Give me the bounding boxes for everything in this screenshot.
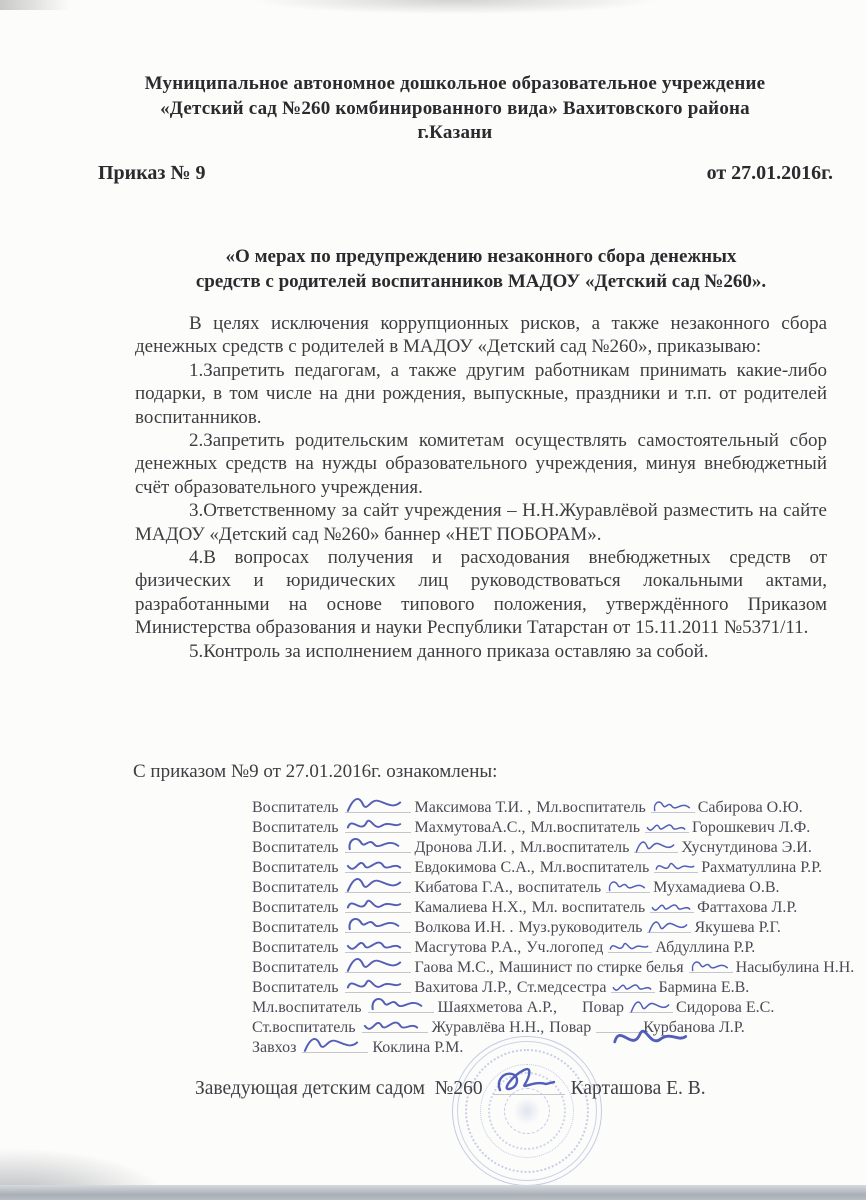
right-signature-line <box>651 800 695 813</box>
right-name: Горошкевич Л.Ф. <box>691 819 811 836</box>
right-role: Мл.воспитатель <box>539 859 650 876</box>
right-name: Насыбулина Н.Н. <box>735 959 855 976</box>
left-name: Журавлёва Н.Н., <box>431 1019 545 1036</box>
right-name: Мухамадиева О.В. <box>653 879 780 896</box>
paragraph-preamble: В целях исключения коррупционных рисков, а также незаконного сбора денежных средств с родителей в МАДОУ «Детский сад №260», приказываю: <box>135 313 827 358</box>
signature-row <box>252 998 862 1018</box>
left-signature-line <box>302 1040 368 1053</box>
left-name: МахмутоваА.С., <box>414 819 526 836</box>
order-date: от 27.01.2016г. <box>706 162 833 184</box>
left-role: Воспитатель <box>252 939 339 956</box>
left-signature-line <box>345 820 411 833</box>
left-role: Воспитатель <box>252 839 339 856</box>
left-role: Воспитатель <box>252 879 339 896</box>
director-title: Заведующая детским садом №260 <box>195 1078 483 1099</box>
left-role: Воспитатель <box>252 959 339 976</box>
right-signature-line <box>654 860 698 873</box>
right-role: Уч.логопед <box>526 939 604 956</box>
left-name: Волкова И.Н. . <box>414 919 514 936</box>
left-name: Камалиева Н.Х., <box>414 899 527 916</box>
right-name: Фаттахова Л.Р. <box>697 899 798 916</box>
left-signature-line <box>345 800 411 813</box>
right-name: Сабирова О.Ю. <box>697 799 803 816</box>
right-role: Мл.воспитатель <box>519 839 630 856</box>
left-signature-line <box>345 860 411 873</box>
left-name: Евдокимова С.А., <box>414 859 535 876</box>
left-name: Коклина Р.М. <box>372 1039 464 1056</box>
paragraph-item-3: 3.Ответственному за сайт учреждения – Н.Н.Журавлёвой разместить на сайте МАДОУ «Детский сад №260» баннер «НЕТ ПОБОРАМ». <box>135 500 827 545</box>
right-signature-line <box>634 840 678 853</box>
left-name: Гаова М.С., <box>414 959 494 976</box>
right-role: Ст.медсестра <box>516 979 607 996</box>
right-role: Муз.руководитель <box>518 919 643 936</box>
right-role: Мл. воспитатель <box>531 899 646 916</box>
right-role: Мл.воспитатель <box>536 799 646 816</box>
signature-row <box>252 958 862 978</box>
left-role: Воспитатель <box>252 979 339 996</box>
signature-row <box>252 898 862 918</box>
left-signature-line <box>345 880 411 893</box>
paragraph-item-1: 1.Запретить педагогам, а также другим работникам принимать какие-либо подарки, в том числе на дни рождения, выпускные, праздники и т.п. от родителей воспитанников. <box>135 359 827 428</box>
left-role: Воспитатель <box>252 799 339 816</box>
scan-artifact-corner <box>0 0 70 10</box>
right-signature-line <box>608 940 652 953</box>
right-role: Повар <box>549 1019 592 1036</box>
director-name: Карташова Е. В. <box>570 1078 706 1099</box>
left-signature-line <box>345 900 411 913</box>
right-signature-line <box>611 980 655 993</box>
left-role: Ст.воспитатель <box>252 1019 356 1036</box>
document-title-line1: «О мерах по предупреждению незаконного сбора денежных <box>225 246 737 267</box>
right-name: Хуснутдинова Э.И. <box>681 839 812 856</box>
order-number: Приказ № 9 <box>98 162 206 184</box>
left-signature-line <box>345 920 411 933</box>
right-signature-line <box>629 1000 673 1013</box>
left-role: Воспитатель <box>252 859 339 876</box>
org-header-line3: г.Казани <box>417 122 493 143</box>
signature-row <box>252 978 862 998</box>
left-name: Масгутова Р.А., <box>414 939 522 956</box>
acknowledgment-line: С приказом №9 от 27.01.2016г. ознакомлены: <box>133 761 498 782</box>
right-signature-line <box>650 900 694 913</box>
left-role: Воспитатель <box>252 899 339 916</box>
signature-row <box>252 918 862 938</box>
left-role: Мл.воспитатель <box>252 999 362 1016</box>
signature-list <box>252 798 862 1058</box>
left-signature-line <box>345 980 411 993</box>
signature-row <box>252 818 862 838</box>
left-signature-line <box>345 840 411 853</box>
left-role: Воспитатель <box>252 919 339 936</box>
org-header <box>60 72 850 146</box>
signature-row <box>252 1038 862 1058</box>
paragraph-item-5: 5.Контроль за исполнением данного приказа оставляю за собой. <box>189 640 709 662</box>
left-name: Дронова Л.И. , <box>414 839 515 856</box>
order-body <box>135 312 827 663</box>
director-signature-line <box>493 1082 565 1095</box>
stamp-center <box>514 1098 540 1124</box>
right-name: Сидорова Е.С. <box>676 999 775 1016</box>
left-role: Завхоз <box>252 1039 297 1056</box>
scan-artifact-top <box>255 0 655 14</box>
right-signature-line <box>645 820 689 833</box>
left-role: Воспитатель <box>252 819 339 836</box>
signature-row <box>252 938 862 958</box>
paragraph-item-4: 4.В вопросах получения и расходования внебюджетных средств от физических и юридических лиц руководствоваться локальными актами, разработанными на основе типового положения, утверждённого Приказом Министерства образования и науки Республики Татарстан от 15.11.2011 №5371/11. <box>135 547 827 639</box>
left-signature-line <box>345 960 411 973</box>
right-name: Якушева Р.Г. <box>694 919 781 936</box>
right-signature-line <box>647 920 691 933</box>
right-role: Машинист по стирке белья <box>498 959 684 976</box>
right-role: воспитатель <box>517 879 602 896</box>
right-signature-line <box>596 1020 640 1033</box>
right-name: Курбанова Л.Р. <box>643 1019 745 1036</box>
signature-row <box>252 798 862 818</box>
left-signature-line <box>368 1000 434 1013</box>
left-name: Максимова Т.И. , <box>414 799 532 816</box>
right-role: Мл.воспитатель <box>530 819 640 836</box>
left-name: Шаяхметова А.Р., <box>437 999 558 1016</box>
round-stamp <box>452 1036 602 1186</box>
document-title <box>135 245 827 294</box>
org-header-line2: «Детский сад №260 комбинированного вида» Вахитовского района <box>160 97 750 119</box>
document-title-line2: средств с родителей воспитанников МАДОУ «Детский сад №260». <box>195 270 767 292</box>
right-name: Абдуллина Р.Р. <box>655 939 756 956</box>
right-name: Рахматуллина Р.Р. <box>701 859 823 876</box>
right-signature-line <box>689 960 733 973</box>
paragraph-item-2: 2.Запретить родительским комитетам осуществлять самостоятельный сбор денежных средств на нужды образовательного учреждения, минуя внебюджетный счёт образовательного учреждения. <box>135 430 827 498</box>
right-name: Бармина Е.В. <box>658 979 750 996</box>
left-signature-line <box>345 940 411 953</box>
left-name: Кибатова Г.А., <box>414 879 513 896</box>
left-name: Вахитова Л.Р., <box>414 979 512 996</box>
signature-row <box>252 878 862 898</box>
director-line <box>195 1078 706 1100</box>
signature-scribble <box>494 1064 558 1098</box>
signature-row <box>252 838 862 858</box>
order-line <box>98 162 833 185</box>
scan-bottom-edge <box>0 1185 866 1200</box>
right-role: Повар <box>562 999 625 1016</box>
right-signature-line <box>606 880 650 893</box>
org-header-line1: Муниципальное автономное дошкольное образовательное учреждение <box>144 73 766 94</box>
left-signature-line <box>362 1020 428 1033</box>
signature-row <box>252 858 862 878</box>
